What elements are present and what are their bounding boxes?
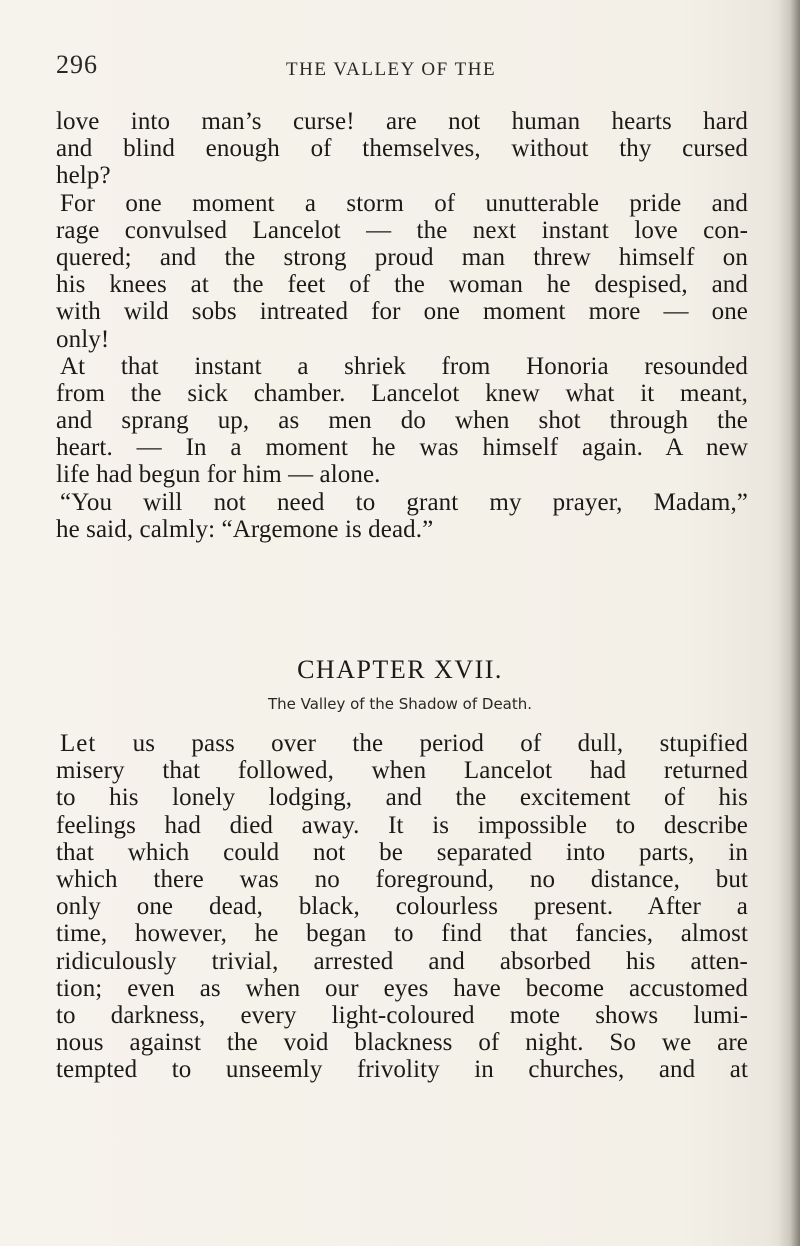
chapter-heading: CHAPTER XVII. bbox=[297, 655, 503, 684]
text-line: For one moment a storm of unutterable pride and bbox=[60, 189, 748, 217]
text-line: time, however, he began to find that fancies, almost bbox=[56, 920, 748, 948]
first-line-rest: us pass over the period of dull, stupified bbox=[96, 730, 748, 757]
running-head: THE VALLEY OF THE bbox=[286, 59, 497, 80]
text-line-first bbox=[56, 730, 748, 757]
paragraph-block-2 bbox=[56, 730, 748, 1083]
text-line: love into man’s curse! are not human hearts hard bbox=[56, 108, 748, 135]
text-line: to his lonely lodging, and the excitement of his bbox=[56, 784, 748, 812]
text-line: and blind enough of themselves, without thy cursed bbox=[56, 135, 748, 163]
drop-word: Let bbox=[60, 730, 97, 757]
text-line: life had begun for him — alone. bbox=[56, 461, 381, 489]
text-line: only one dead, black, colourless present. After a bbox=[56, 893, 748, 921]
text-line: “You will not need to grant my prayer, Madam,” bbox=[60, 488, 748, 516]
text-line: and sprang up, as men do when shot through the bbox=[56, 407, 748, 435]
page-number: 296 bbox=[56, 50, 98, 79]
text-line: to darkness, every light-coloured mote shows lumi- bbox=[56, 1001, 748, 1029]
text-line: his knees at the feet of the woman he despised, and bbox=[56, 271, 748, 299]
text-line: rage convulsed Lancelot — the next instant love con- bbox=[56, 216, 748, 244]
page-edge-shadow bbox=[778, 0, 800, 1246]
text-line: he said, calmly: “Argemone is dead.” bbox=[56, 515, 434, 543]
text-line: feelings had died away. It is impossible to describe bbox=[56, 811, 748, 839]
text-line: from the sick chamber. Lancelot knew what it meant, bbox=[56, 379, 748, 407]
text-line: At that instant a shriek from Honoria resounded bbox=[60, 352, 748, 380]
text-line: that which could not be separated into parts, in bbox=[56, 838, 748, 866]
text-line: help? bbox=[56, 162, 111, 190]
text-line: quered; and the strong proud man threw himself on bbox=[56, 243, 748, 271]
paragraph-block-1 bbox=[56, 108, 748, 543]
text-line: with wild sobs intreated for one moment more — one bbox=[56, 298, 748, 326]
text-line: tion; even as when our eyes have become accustomed bbox=[56, 974, 748, 1002]
text-line: ridiculously trivial, arrested and absorbed his atten- bbox=[56, 947, 748, 975]
text-line: misery that followed, when Lancelot had returned bbox=[56, 757, 748, 785]
text-line: nous against the void blackness of night. So we are bbox=[56, 1029, 748, 1057]
text-line: only! bbox=[56, 325, 110, 353]
text-line: heart. — In a moment he was himself again. A new bbox=[56, 434, 748, 462]
text-line: which there was no foreground, no distance, but bbox=[56, 865, 748, 893]
text-line: tempted to unseemly frivolity in churches, and at bbox=[56, 1056, 748, 1084]
chapter-subtitle: The Valley of the Shadow of Death. bbox=[267, 695, 533, 713]
page-header bbox=[56, 50, 746, 90]
